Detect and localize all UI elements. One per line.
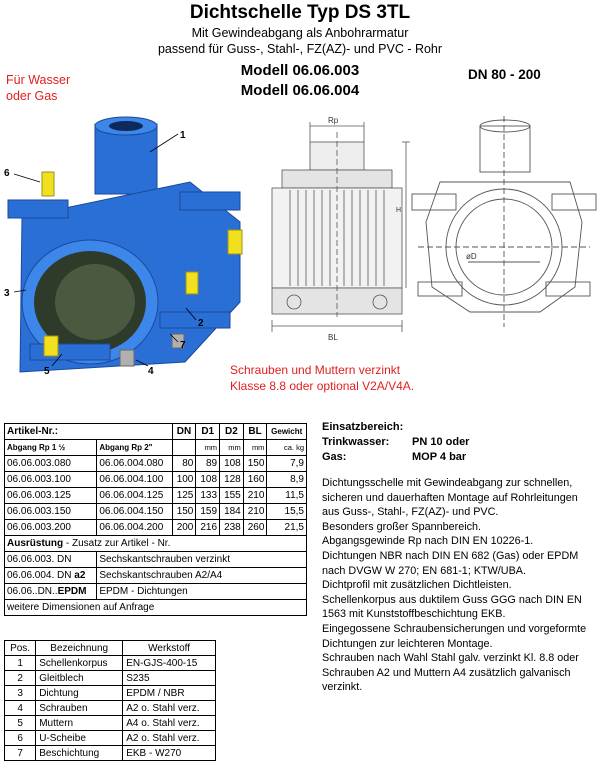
medium-line-2: oder Gas bbox=[6, 89, 58, 103]
equip-row bbox=[5, 584, 307, 600]
table-row bbox=[5, 671, 216, 686]
cell-pos: 4 bbox=[5, 701, 36, 716]
footer-row bbox=[5, 600, 307, 616]
cell-dn: 150 bbox=[172, 504, 196, 520]
einsatz-trink-value: PN 10 oder bbox=[412, 436, 470, 448]
header-artikel: Artikel-Nr.: bbox=[5, 424, 173, 440]
model-number-2: Modell 06.06.004 bbox=[240, 82, 360, 99]
cell-d2: 128 bbox=[220, 472, 244, 488]
cell-bezeichnung: Dichtung bbox=[36, 686, 123, 701]
cell-kg: 15,5 bbox=[267, 504, 307, 520]
subheader-rp1: Abgang Rp 1 ½ bbox=[5, 440, 97, 456]
table-row bbox=[5, 520, 307, 536]
product-illustration bbox=[0, 112, 260, 382]
table-row bbox=[5, 686, 216, 701]
description-paragraph: Dichtungsschelle mit Gewindeabgang zur schnellen, sicheren und dauerhaften Montage auf Rohrleitungen aus Guss-, Stahl-, FZ(AZ)- und PVC. bbox=[322, 477, 578, 519]
equip-row bbox=[5, 568, 307, 584]
header-d1: D1 bbox=[196, 424, 220, 440]
medium-line-1: Für Wasser bbox=[6, 73, 71, 87]
cell-bl: 160 bbox=[243, 472, 267, 488]
cell-bl: 260 bbox=[243, 520, 267, 536]
ausruestung-title: Ausrüstung bbox=[7, 538, 64, 549]
table-row bbox=[5, 716, 216, 731]
cell-kg: 21,5 bbox=[267, 520, 307, 536]
header-gewicht: Gewicht bbox=[267, 424, 307, 440]
description-paragraph: Eingegossene Schraubensicherungen und vorgeformte Dichtungen zur leichteren Montage. bbox=[322, 622, 587, 650]
callout-1: 1 bbox=[180, 130, 186, 141]
article-table bbox=[4, 423, 307, 616]
label-h: H bbox=[396, 207, 402, 214]
cell-article-2: 06.06.004.200 bbox=[97, 520, 172, 536]
ausruestung-cell bbox=[5, 536, 307, 552]
subtitle-line-2: passend für Guss-, Stahl-, FZ(AZ)- und PVC - Rohr bbox=[157, 42, 443, 56]
cell-werkstoff: EPDM / NBR bbox=[123, 686, 216, 701]
label-od: øD bbox=[466, 252, 477, 261]
description-paragraph: Abgangsgewinde Rp nach DIN EN 10226-1. bbox=[322, 535, 534, 548]
subheader-mm1: mm bbox=[196, 440, 220, 456]
callout-3: 3 bbox=[4, 288, 10, 299]
parts-header-row bbox=[5, 641, 216, 656]
header-werkstoff: Werkstoff bbox=[123, 641, 216, 656]
cell-bezeichnung: Beschichtung bbox=[36, 746, 123, 761]
subtitle-line-1: Mit Gewindeabgang als Anbohrarmatur bbox=[191, 26, 409, 40]
medium-note bbox=[6, 72, 70, 104]
cell-dn: 80 bbox=[172, 456, 196, 472]
cell-article-1: 06.06.003.100 bbox=[5, 472, 97, 488]
cell-pos: 6 bbox=[5, 731, 36, 746]
article-subheader-row bbox=[5, 440, 307, 456]
callout-4: 4 bbox=[148, 366, 154, 377]
table-row bbox=[5, 731, 216, 746]
cell-d1: 159 bbox=[196, 504, 220, 520]
screw-note-line-1: Schrauben und Muttern verzinkt bbox=[230, 363, 401, 377]
einsatz-block bbox=[322, 420, 469, 465]
equip-desc: Sechskantschrauben verzinkt bbox=[97, 552, 307, 568]
callout-6: 6 bbox=[4, 168, 10, 179]
cell-pos: 7 bbox=[5, 746, 36, 761]
header-bl: BL bbox=[243, 424, 267, 440]
equip-code-cell bbox=[5, 584, 97, 600]
cell-pos: 2 bbox=[5, 671, 36, 686]
cell-werkstoff: A2 o. Stahl verz. bbox=[123, 701, 216, 716]
cell-d2: 155 bbox=[220, 488, 244, 504]
cell-kg: 7,9 bbox=[267, 456, 307, 472]
header-bezeichnung: Bezeichnung bbox=[36, 641, 123, 656]
ausruestung-suffix: - Zusatz zur Artikel - Nr. bbox=[63, 538, 171, 549]
einsatz-gas-value: MOP 4 bar bbox=[412, 451, 467, 463]
header-dn: DN bbox=[172, 424, 196, 440]
cell-bl: 150 bbox=[243, 456, 267, 472]
equip-code-bold: EPDM bbox=[57, 586, 87, 597]
cell-d2: 238 bbox=[220, 520, 244, 536]
model-number-1: Modell 06.06.003 bbox=[240, 62, 360, 79]
cell-werkstoff: S235 bbox=[123, 671, 216, 686]
description bbox=[322, 476, 594, 695]
cell-bezeichnung: Gleitblech bbox=[36, 671, 123, 686]
equip-code-bold: a2 bbox=[74, 570, 86, 581]
table-row bbox=[5, 746, 216, 761]
table-row bbox=[5, 472, 307, 488]
cell-pos: 1 bbox=[5, 656, 36, 671]
cell-bezeichnung: Schellenkorpus bbox=[36, 656, 123, 671]
cell-article-2: 06.06.004.150 bbox=[97, 504, 172, 520]
equip-row bbox=[5, 552, 307, 568]
parts-table bbox=[4, 640, 216, 761]
cell-article-1: 06.06.003.200 bbox=[5, 520, 97, 536]
header-pos: Pos. bbox=[5, 641, 36, 656]
einsatz-trink-label: Trinkwasser: bbox=[322, 436, 390, 448]
article-header-row bbox=[5, 424, 307, 440]
cell-bezeichnung: U-Scheibe bbox=[36, 731, 123, 746]
einsatz-trink-row bbox=[322, 435, 469, 450]
ausruestung-row bbox=[5, 536, 307, 552]
cell-article-1: 06.06.003.150 bbox=[5, 504, 97, 520]
cell-dn: 100 bbox=[172, 472, 196, 488]
cell-dn: 200 bbox=[172, 520, 196, 536]
front-view-drawing bbox=[410, 112, 598, 332]
cell-article-1: 06.06.003.125 bbox=[5, 488, 97, 504]
cell-d2: 184 bbox=[220, 504, 244, 520]
screw-note-line-2: Klasse 8.8 oder optional V2A/V4A. bbox=[230, 379, 415, 393]
cell-d2: 108 bbox=[220, 456, 244, 472]
dn-range: DN 80 - 200 bbox=[468, 67, 541, 82]
cell-article-1: 06.06.003.080 bbox=[5, 456, 97, 472]
table-footer: weitere Dimensionen auf Anfrage bbox=[5, 600, 307, 616]
header-d2: D2 bbox=[220, 424, 244, 440]
cell-kg: 11,5 bbox=[267, 488, 307, 504]
subheader-mm2: mm bbox=[220, 440, 244, 456]
cell-werkstoff: A2 o. Stahl verz. bbox=[123, 731, 216, 746]
description-paragraph: Dichtungen NBR nach DIN EN 682 (Gas) oder EPDM nach DVGW W 270; EN 681-1; KTW/UBA. bbox=[322, 549, 579, 577]
description-paragraph: Schellenkorpus aus duktilem Guss GGG nach DIN EN 1563 mit Kunststoffbeschichtung EKB. bbox=[322, 593, 582, 621]
cell-article-2: 06.06.004.100 bbox=[97, 472, 172, 488]
description-paragraph: Schrauben nach Wahl Stahl galv. verzinkt Kl. 8.8 oder Schrauben A2 und Muttern A4 zusätzlich galvanisch verzinkt. bbox=[322, 652, 579, 694]
callout-7: 7 bbox=[180, 340, 186, 351]
equip-code-cell bbox=[5, 568, 97, 584]
subheader-dn-empty bbox=[172, 440, 196, 456]
table-row bbox=[5, 488, 307, 504]
description-paragraph: Besonders großer Spannbereich. bbox=[322, 520, 482, 533]
cell-article-2: 06.06.004.125 bbox=[97, 488, 172, 504]
equip-desc: Sechskantschrauben A2/A4 bbox=[97, 568, 307, 584]
subheader-kg: ca. kg bbox=[267, 440, 307, 456]
label-rp: Rp bbox=[328, 116, 339, 125]
callout-5: 5 bbox=[44, 366, 50, 377]
table-row bbox=[5, 456, 307, 472]
equip-desc: EPDM - Dichtungen bbox=[97, 584, 307, 600]
cell-d1: 216 bbox=[196, 520, 220, 536]
callout-2: 2 bbox=[198, 318, 204, 329]
cell-werkstoff: A4 o. Stahl verz. bbox=[123, 716, 216, 731]
equip-code: 06.06.003. DN bbox=[7, 554, 72, 565]
equip-code: 06.06..DN.. bbox=[7, 586, 58, 597]
table-row bbox=[5, 504, 307, 520]
description-paragraph: Dichtprofil mit zusätzlichen Dichtleisten. bbox=[322, 579, 512, 592]
cell-kg: 8,9 bbox=[267, 472, 307, 488]
side-view-drawing bbox=[262, 112, 412, 357]
subheader-mm3: mm bbox=[243, 440, 267, 456]
cell-bl: 210 bbox=[243, 488, 267, 504]
cell-d1: 108 bbox=[196, 472, 220, 488]
page-title: Dichtschelle Typ DS 3TL bbox=[189, 2, 411, 23]
einsatz-title: Einsatzbereich: bbox=[322, 421, 404, 433]
cell-bezeichnung: Schrauben bbox=[36, 701, 123, 716]
equip-code-cell bbox=[5, 552, 97, 568]
table-row bbox=[5, 701, 216, 716]
equip-code: 06.06.004. DN bbox=[7, 570, 75, 581]
einsatz-gas-label: Gas: bbox=[322, 451, 347, 463]
cell-pos: 5 bbox=[5, 716, 36, 731]
label-bl: BL bbox=[328, 333, 338, 342]
einsatz-gas-row bbox=[322, 450, 469, 465]
cell-d1: 133 bbox=[196, 488, 220, 504]
cell-dn: 125 bbox=[172, 488, 196, 504]
cell-werkstoff: EN-GJS-400-15 bbox=[123, 656, 216, 671]
cell-bezeichnung: Muttern bbox=[36, 716, 123, 731]
cell-article-2: 06.06.004.080 bbox=[97, 456, 172, 472]
subheader-rp2: Abgang Rp 2" bbox=[97, 440, 172, 456]
cell-bl: 210 bbox=[243, 504, 267, 520]
cell-pos: 3 bbox=[5, 686, 36, 701]
cell-werkstoff: EKB - W270 bbox=[123, 746, 216, 761]
screw-note bbox=[230, 362, 414, 394]
cell-d1: 89 bbox=[196, 456, 220, 472]
table-row bbox=[5, 656, 216, 671]
